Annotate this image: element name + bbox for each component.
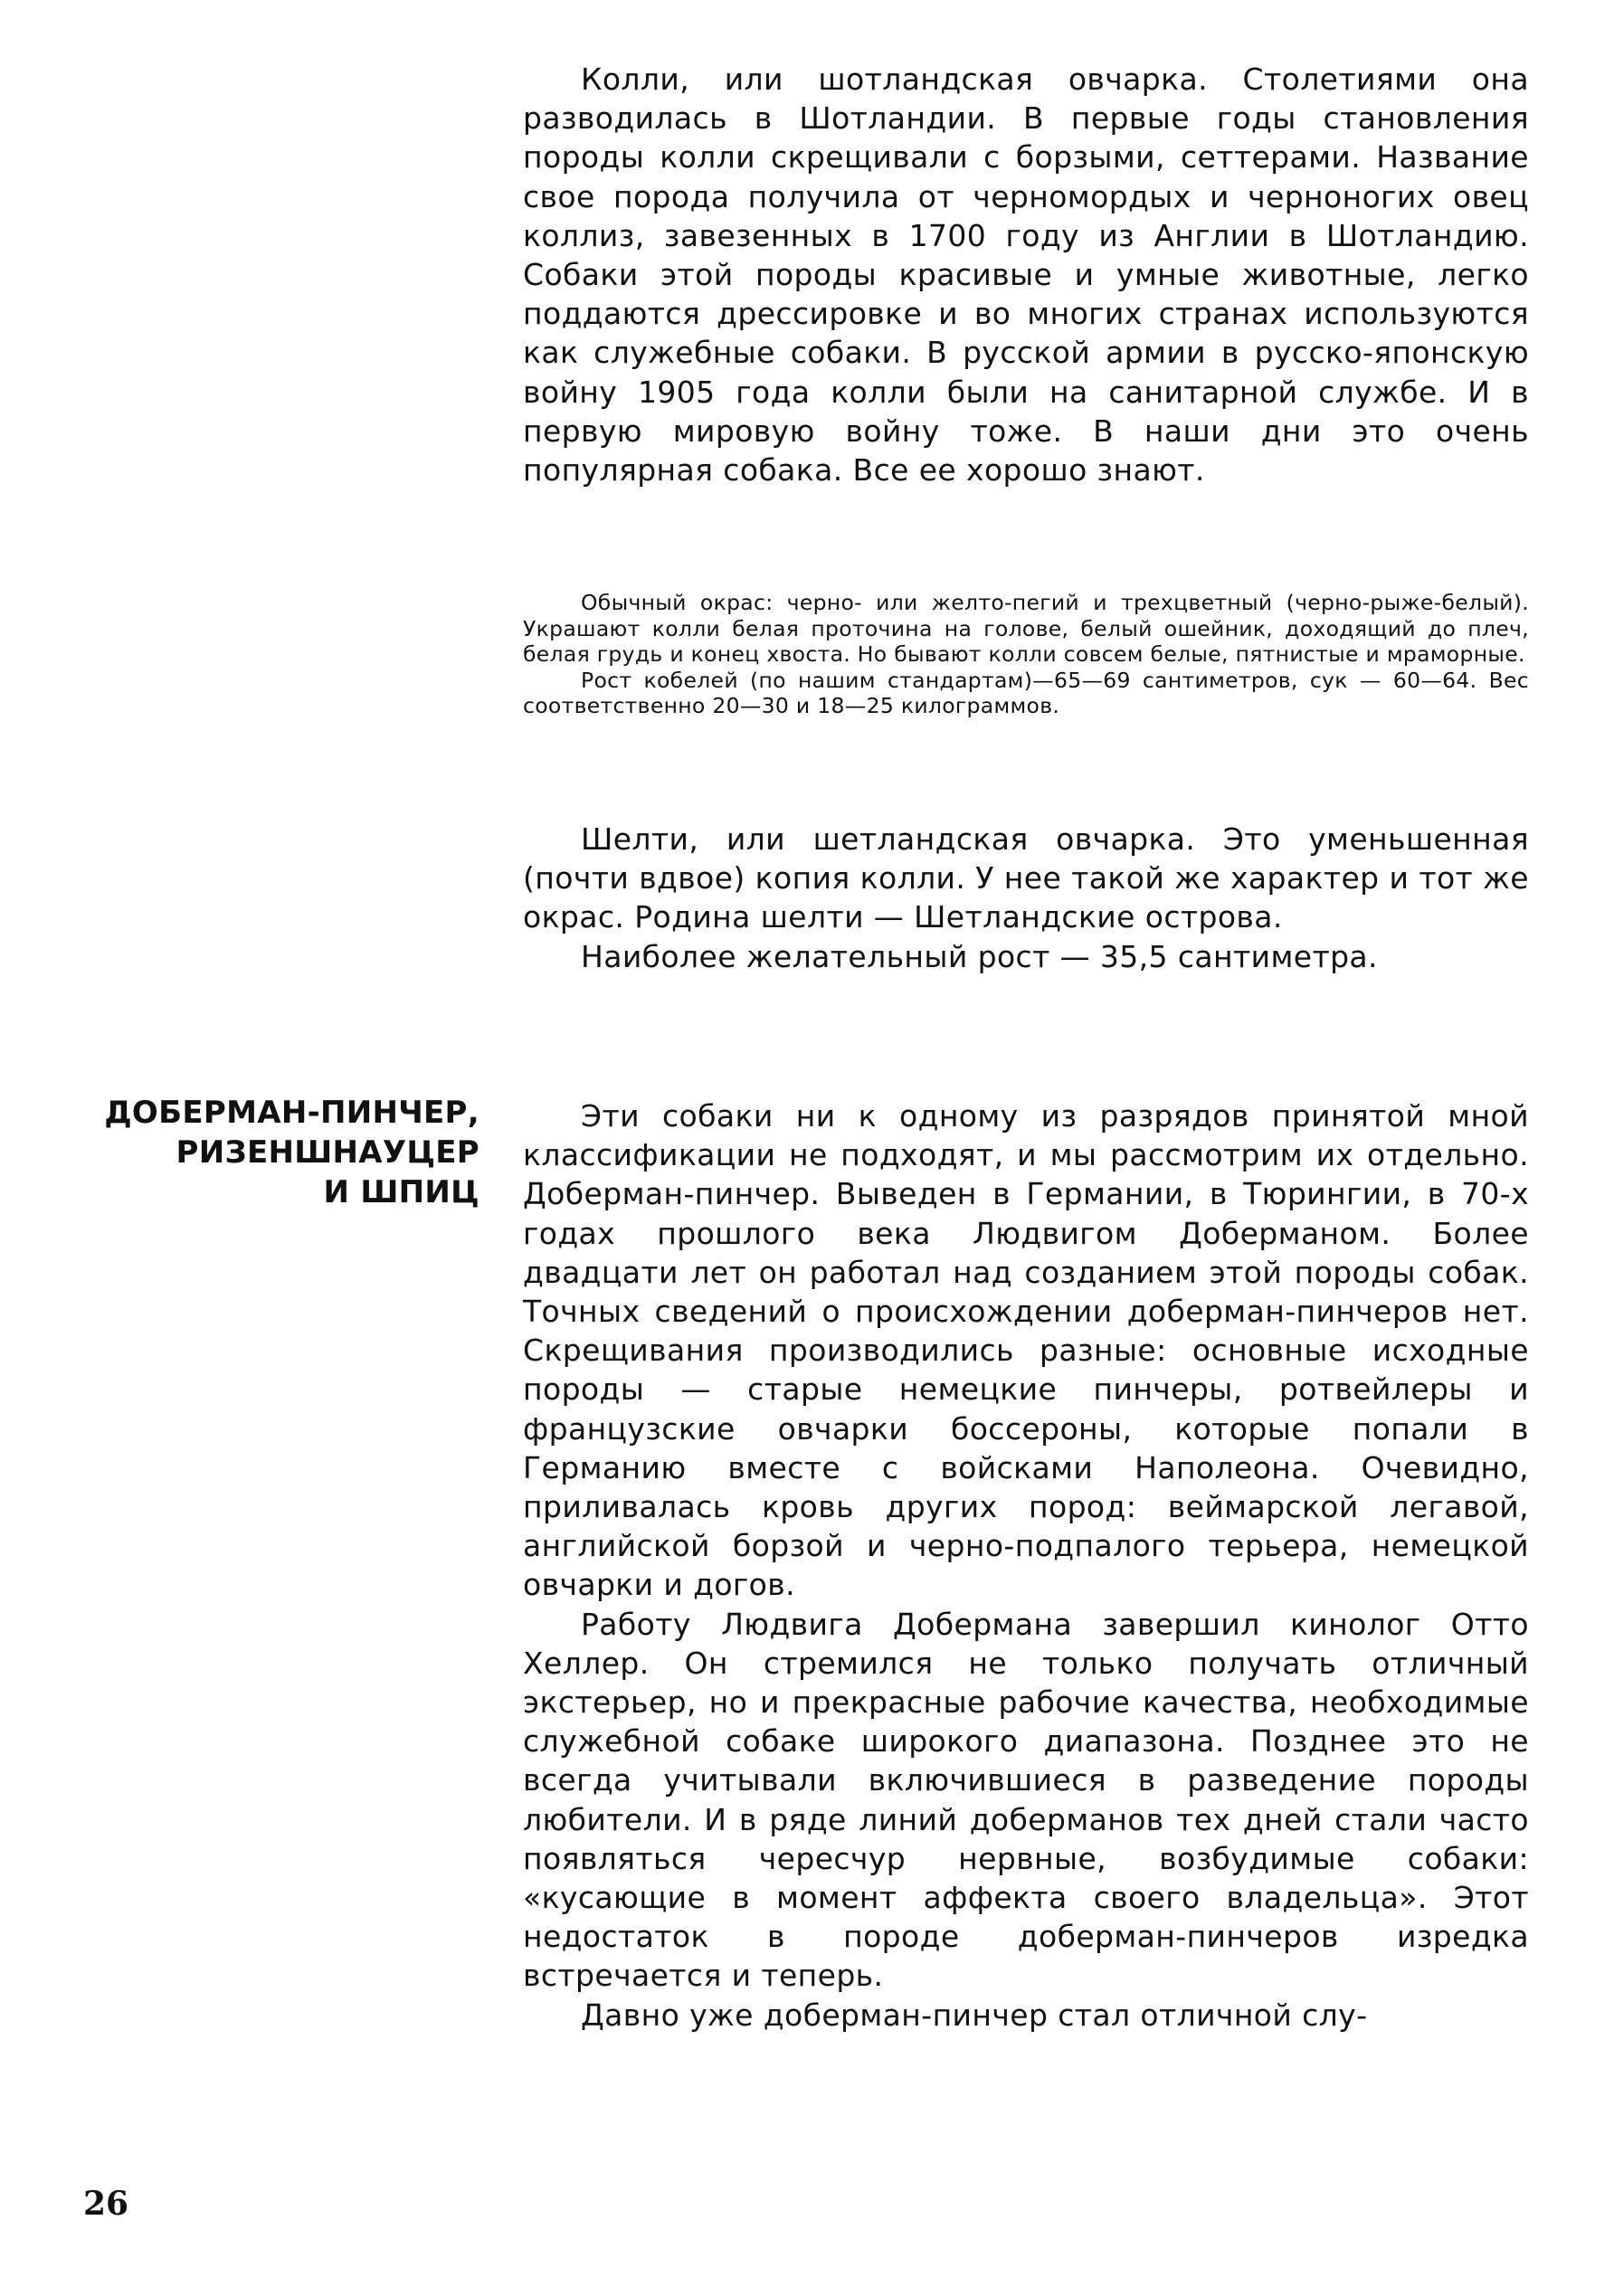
collie-color-note: Обычный окрас: черно- или желто-пегий и трехцветный (черно-рыже-белый). Украшают колли белая проточина на голове, белый ошейник, доходящий до плеч, белая грудь и конец хвоста. Но бывают колли совсем белые, пятнистые и мраморные. — [523, 590, 1529, 667]
sheltie-intro-paragraph: Шелти, или шетландская овчарка. Это уменьшенная (почти вдвое) копия колли. У нее такой же характер и тот же окрас. Родина шелти — Шетландские острова. — [523, 821, 1529, 935]
collie-size-note: Рост кобелей (по нашим стандартам)—65—69 сантиметров, сук — 60—64. Вес соответственно 20—30 и 18—25 килограммов. — [523, 667, 1529, 718]
doberman-paragraph: Работу Людвига Добермана завершил кинолог Отто Хеллер. Он стремился не только получать отличный экстерьер, но и прекрасные рабочие качества, необходимые служебной собаке широкого диапазона. Позднее это не всегда учитывали включившиеся в разведение породы любители. И в ряде линий доберманов тех дней стали часто появляться чересчур нервные, возбудимые собаки: «кусающие в момент аффекта своего владельца». Этот недостаток в породе доберман-пинчеров изредка встречается и теперь. — [523, 1606, 1529, 1994]
page-number: 26 — [83, 2185, 129, 2223]
section-heading-line: РИЗЕНШНАУЦЕР — [176, 1134, 479, 1171]
collie-block — [523, 60, 1529, 489]
doberman-paragraph: Эти собаки ни к одному из разрядов принятой мной классификации не подходят, и мы рассмотрим их отдельно. Доберман-пинчер. Выведен в Германии, в Тюрингии, в 70-х годах прошлого века Людвигом Доберманом. Более двадцати лет он работал над созданием этой породы собак. Точных сведений о происхождении доберман-пинчеров нет. Скрещивания производились разные: основные исходные породы — старые немецкие пинчеры, ротвейлеры и французские овчарки боссероны, которые попали в Германию вместе с войсками Наполеона. Очевидно, приливалась кровь других пород: веймарской легавой, английской борзой и черно-подпалого терьера, немецкой овчарки и догов. — [523, 1098, 1529, 1603]
section-heading-line: ДОБЕРМАН-ПИНЧЕР, — [104, 1095, 479, 1131]
sheltie-height-paragraph: Наиболее желательный рост — 35,5 сантиметра. — [581, 938, 1378, 974]
section-heading — [54, 1093, 479, 1212]
doberman-block — [523, 1096, 1529, 2035]
sheltie-block — [523, 820, 1529, 976]
doberman-paragraph: Давно уже доберман-пинчер стал отличной слу- — [581, 1997, 1368, 2033]
collie-notes — [523, 590, 1529, 719]
section-heading-line: И ШПИЦ — [323, 1174, 479, 1210]
collie-intro-paragraph: Колли, или шотландская овчарка. Столетиями она разводилась в Шотландии. В первые годы становления породы колли скрещивали с борзыми, сеттерами. Название свое порода получила от черномордых и черноногих овец коллиз, завезенных в 1700 году из Англии в Шотландию. Собаки этой породы красивые и умные животные, легко поддаются дрессировке и во многих странах используются как служебные собаки. В русской армии в русско-японскую войну 1905 года колли были на санитарной службе. И в первую мировую войну тоже. В наши дни это очень популярная собака. Все ее хорошо знают. — [523, 62, 1529, 489]
